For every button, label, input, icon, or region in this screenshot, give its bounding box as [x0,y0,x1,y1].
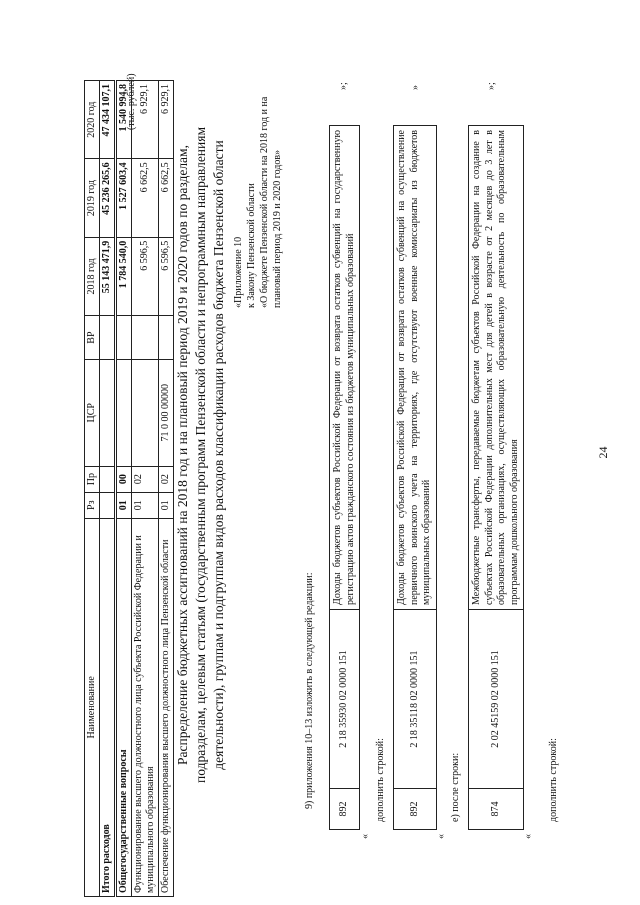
row-rz: 01 [159,492,174,518]
row-name: Итого расходов [100,518,116,896]
row-2019: 45 236 265,6 [100,159,116,237]
row-2018: 6 596,5 [132,237,159,315]
expenditure-table [84,80,174,897]
appendix-line: плановый период 2019 и 2020 годов» [272,149,283,308]
row-pr: 00 [116,466,132,492]
row-rz [100,492,116,518]
appendix-line: «Приложение 10 [233,236,244,308]
block3-open-quote: « [360,834,371,839]
block2-close-quote: » [410,85,421,90]
table-row [132,81,159,897]
row-pr [100,466,116,492]
block3-close-quote: »; [338,82,349,90]
item-9-text: 9) приложения 10–13 изложить в следующей редакции: [304,572,315,809]
block2-lead: е) после строки: [450,752,461,822]
table-row [159,81,174,897]
text-cell: Межбюджетные трансферты, передаваемые бюджетам субъектов Российской Федерации на создание в субъектах Российской Федерации дополнительных мест для детей в возрасте от 2 месяцев до 3 лет в образовательных организациях, осуществляющих образовательную деятельность по образовательным программам дошкольного образования [469,126,524,610]
code2-cell: 2 02 45159 02 0000 151 [469,610,524,789]
row-csr [100,360,116,467]
row-2019: 6 662,5 [159,159,174,237]
col-header-vr: ВР [85,316,100,360]
code2-cell: 2 18 35930 02 0000 151 [330,610,360,789]
heading-line: Распределение бюджетных ассигнований на 2018 год и на плановый период 2019 и 2020 годов по разделам, [175,145,190,765]
table-row [469,126,524,830]
block1-lead: дополнить строкой: [548,738,559,822]
text-cell: Доходы бюджетов субъектов Российской Федерации от возврата остатков субвенций на государственную регистрацию актов гражданского состояния из бюджетов муниципальных образований [330,126,360,610]
row-2018: 6 596,5 [159,237,174,315]
col-header-csr: ЦСР [85,360,100,467]
row-csr: 71 0 00 00000 [159,360,174,467]
block1-open-quote: « [523,834,534,839]
table-row-total [100,81,116,897]
row-2019: 1 527 603,4 [116,159,132,237]
row-2020: 6 929,1 [159,81,174,159]
insert-table-1 [468,125,524,830]
col-header-rz: Рз [85,492,100,518]
table-heading [174,65,229,845]
col-header-2018: 2018 год [85,237,100,315]
row-pr: 02 [159,466,174,492]
col-header-2019: 2019 год [85,159,100,237]
row-vr [159,316,174,360]
row-rz: 01 [116,492,132,518]
row-rz: 01 [132,492,159,518]
row-csr [132,360,159,467]
col-header-pr: Пр [85,466,100,492]
row-vr [132,316,159,360]
col-header-2020: 2020 год [85,81,100,159]
block1-close-quote: »; [486,82,497,90]
row-name: Обеспечение функционирования высшего должностного лица Пензенской области [159,518,174,896]
col-header-name: Наименование [85,518,100,896]
heading-line: деятельности), группам и подгруппам видов расходов классификации расходов бюджета Пензенской области [211,140,227,770]
text-cell: Доходы бюджетов субъектов Российской Федерации от возврата остатков субвенций на осуществление первичного воинского учета на территориях, где отсутствуют военные комиссариаты из бюджетов муниципальных образований [394,126,437,610]
code1-cell: 892 [394,789,437,830]
page-number: 24 [596,446,610,459]
table-row [330,126,360,830]
code2-cell: 2 18 35118 02 0000 151 [394,610,437,789]
row-2020: 1 540 994,8 [116,81,132,159]
row-vr [116,316,132,360]
table-header-row [85,81,100,897]
row-name: Функционирование высшего должностного лица субъекта Российской Федерации и муниципального образования [132,518,159,896]
appendix-line: к Закону Пензенской области [246,183,257,308]
table-row [394,126,437,830]
row-2018: 55 143 471,9 [100,237,116,315]
row-2020: 47 434 107,1 [100,81,116,159]
block2-open-quote: « [436,834,447,839]
heading-line: подразделам, целевым статьям (государственным программ Пензенской области и непрограммным направлениям [193,126,209,784]
row-2019: 6 662,5 [132,159,159,237]
code1-cell: 874 [469,789,524,830]
appendix-line: «О бюджете Пензенской области на 2018 год и на [259,96,270,308]
appendix-caption [232,8,284,308]
block3-lead: дополнить строкой: [375,738,386,822]
row-vr [100,316,116,360]
row-2020: 6 929,1 [132,81,159,159]
row-name: Общегосударственные вопросы [116,518,132,896]
unit-label: (тыс. рублей) [126,73,137,130]
row-csr [116,360,132,467]
row-pr: 02 [132,466,159,492]
row-2018: 1 784 540,0 [116,237,132,315]
insert-table-2 [393,125,437,830]
insert-table-3 [329,125,360,830]
table-row [116,81,132,897]
code1-cell: 892 [330,789,360,830]
